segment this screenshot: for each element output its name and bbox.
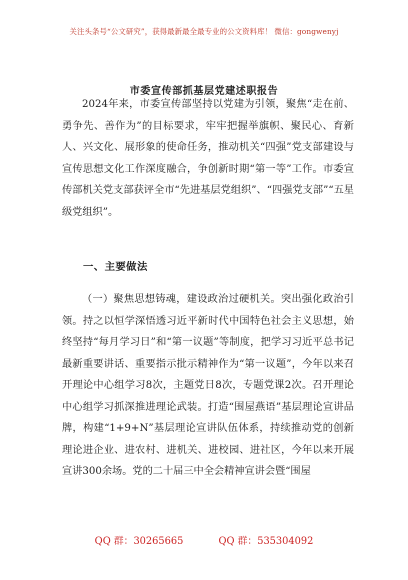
qq-group-1: QQ 群：30265665 — [94, 536, 184, 547]
footer-contact — [0, 533, 408, 547]
intro-paragraph: 2024年来，市委宣传部坚持以党建为引领，聚焦“走在前、勇争先、善作为”的目标要求，牢牢把握举旗帜、聚民心、育新人、兴文化、展形象的使命任务，推动机关“四强”党支部建设与宣传思想文化工作深度融合，争创新时期“第一等”工作。市委宣传部机关党支部获评全市“先进基层党组织”、“四强党支部”“五星级党组织”。 — [62, 99, 354, 218]
promo-banner: 关注头条号“公文研究”，获得最新最全最专业的公文资料库！ 微信：gongwenyj — [69, 27, 339, 36]
document-title: 市委宣传部抓基层党建述职报告 — [129, 86, 279, 97]
qq-group-2: QQ 群：535304092 — [218, 536, 314, 547]
section-heading: 一、主要做法 — [83, 261, 148, 273]
section-paragraph: （一）聚焦思想铸魂，建设政治过硬机关。突出强化政治引领。持之以恒学深悟透习近平新时代中国特色社会主义思想，始终坚持“每月学习日”和“第一议题”等制度，把学习习近平总书记最新重要讲话、重要指示批示精神作为“第一议题”，今年以来召开理论中心组学习8次，主题党日8次，专题党课2次。召开理论中心组学习抓深推进理论武装。打造“围屋燕语”基层理论宣讲品牌，构建“1+9+N”基层理论宣讲队伍体系，持续推动党的创新理论进企业、进农村、进机关、进校园、进社区，今年以来开展宣讲300余场。党的二十届三中全会精神宣讲会暨“围屋 — [62, 294, 354, 477]
